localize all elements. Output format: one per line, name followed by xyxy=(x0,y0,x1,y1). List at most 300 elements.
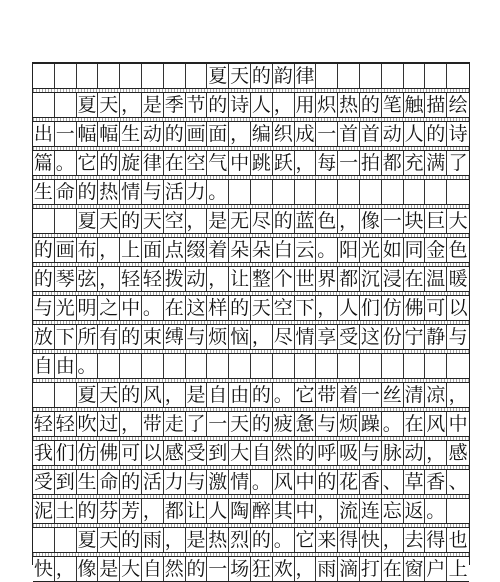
text-row xyxy=(33,440,469,466)
grid-cell: 朵 xyxy=(230,238,250,261)
grid-cell: 夏 xyxy=(77,383,97,406)
grid-cell: 。 xyxy=(426,499,446,522)
grid-cell: 返 xyxy=(404,499,424,522)
grid-cell: 命 xyxy=(55,180,75,203)
grid-cell: ， xyxy=(230,122,250,145)
grid-cell: 窗 xyxy=(404,557,424,580)
grid-cell: 的 xyxy=(121,209,141,232)
grid-cell xyxy=(382,64,404,88)
grid-cell: 光 xyxy=(360,238,380,261)
grid-cell: 的 xyxy=(77,499,97,522)
grid-cell: 中 xyxy=(230,151,250,174)
grid-cell: 的 xyxy=(121,470,141,493)
grid-cell: 界 xyxy=(317,267,337,290)
grid-cell: 笔 xyxy=(382,93,402,116)
grid-cell: 力 xyxy=(186,180,206,203)
grid-cell: 中 xyxy=(295,499,315,522)
text-row xyxy=(33,150,469,176)
grid-cell: 首 xyxy=(360,122,380,145)
grid-cell: 、 xyxy=(448,470,468,493)
grid-cell: 吹 xyxy=(77,412,97,435)
grid-cell xyxy=(295,354,317,378)
grid-cell: 人 xyxy=(404,122,424,145)
grid-cell: 快 xyxy=(33,557,53,580)
grid-cell: 大 xyxy=(121,557,141,580)
grid-cell: 力 xyxy=(164,470,184,493)
grid-cell: 满 xyxy=(426,151,446,174)
grid-cell: 带 xyxy=(142,412,162,435)
grid-cell: ， xyxy=(295,151,315,174)
grid-cell: 自 xyxy=(208,383,228,406)
grid-cell: 炽 xyxy=(317,93,337,116)
grid-cell xyxy=(164,354,186,378)
grid-cell: 。 xyxy=(273,528,293,551)
grid-cell: 醉 xyxy=(251,499,271,522)
text-row xyxy=(33,469,469,495)
grid-cell: 热 xyxy=(208,528,228,551)
grid-cell: 欢 xyxy=(273,557,293,580)
grid-cell: 拨 xyxy=(164,267,184,290)
grid-cell: 描 xyxy=(426,93,446,116)
grid-cell: 轻 xyxy=(33,412,53,435)
grid-cell: 天 xyxy=(230,64,250,87)
grid-cell: 面 xyxy=(208,122,228,145)
grid-cell: 烦 xyxy=(339,412,359,435)
manuscript-grid-paper xyxy=(32,62,470,580)
grid-cell: 与 xyxy=(33,296,53,319)
grid-cell: ， xyxy=(251,325,271,348)
grid-cell: 热 xyxy=(99,180,119,203)
grid-cell: 的 xyxy=(208,93,228,116)
grid-cell: 之 xyxy=(99,296,119,319)
grid-cell: 带 xyxy=(317,383,337,406)
grid-cell xyxy=(273,354,295,378)
grid-cell: ， xyxy=(164,383,184,406)
grid-cell: 季 xyxy=(164,93,184,116)
grid-cell: 受 xyxy=(339,325,359,348)
grid-cell: 然 xyxy=(273,441,293,464)
grid-cell: 自 xyxy=(142,557,162,580)
grid-cell: 是 xyxy=(208,209,228,232)
grid-cell: 情 xyxy=(295,325,315,348)
grid-cell: 香 xyxy=(360,470,380,493)
grid-cell xyxy=(251,354,273,378)
grid-cell xyxy=(447,499,469,523)
text-row xyxy=(33,556,469,582)
grid-cell: 。 xyxy=(317,238,337,261)
grid-cell: 、 xyxy=(382,470,402,493)
grid-cell: 阳 xyxy=(339,238,359,261)
grid-cell: 的 xyxy=(251,412,271,435)
grid-cell: 韵 xyxy=(273,64,293,87)
grid-cell: 命 xyxy=(99,470,119,493)
grid-cell xyxy=(425,180,447,204)
grid-cell: 跃 xyxy=(273,151,293,174)
grid-cell: 夏 xyxy=(77,528,97,551)
grid-cell: 烈 xyxy=(230,528,250,551)
grid-cell: 色 xyxy=(448,238,468,261)
grid-cell xyxy=(142,354,164,378)
grid-cell: 天 xyxy=(99,528,119,551)
grid-cell: 然 xyxy=(164,557,184,580)
grid-cell: 过 xyxy=(99,412,119,435)
grid-cell: 以 xyxy=(448,296,468,319)
grid-cell: 滴 xyxy=(339,557,359,580)
text-row xyxy=(33,498,469,524)
grid-cell: 有 xyxy=(99,325,119,348)
grid-cell: 布 xyxy=(77,238,97,261)
grid-cell: 下 xyxy=(55,325,75,348)
grid-cell: 份 xyxy=(382,325,402,348)
grid-cell: 缚 xyxy=(164,325,184,348)
grid-cell: 与 xyxy=(317,412,337,435)
grid-cell: 连 xyxy=(360,499,380,522)
text-row xyxy=(33,324,469,350)
grid-cell: 的 xyxy=(360,93,380,116)
grid-cell: 仿 xyxy=(382,296,402,319)
grid-cell: 。 xyxy=(251,470,271,493)
grid-cell xyxy=(382,354,404,378)
grid-cell: 着 xyxy=(339,383,359,406)
grid-cell: 流 xyxy=(339,499,359,522)
grid-cell: 出 xyxy=(33,122,53,145)
grid-cell: 下 xyxy=(295,296,315,319)
grid-cell: 是 xyxy=(186,528,206,551)
grid-cell: 夏 xyxy=(208,64,228,87)
grid-cell: 空 xyxy=(273,296,293,319)
grid-cell: 生 xyxy=(77,470,97,493)
grid-cell: 感 xyxy=(448,441,468,464)
grid-cell: 整 xyxy=(251,267,271,290)
grid-cell: 情 xyxy=(121,180,141,203)
grid-cell xyxy=(382,180,404,204)
grid-cell: 这 xyxy=(360,325,380,348)
grid-cell: 们 xyxy=(55,441,75,464)
grid-cell: 跳 xyxy=(251,151,271,174)
text-row xyxy=(33,121,469,147)
grid-cell: ， xyxy=(339,209,359,232)
grid-cell: 恼 xyxy=(230,325,250,348)
grid-cell xyxy=(316,354,338,378)
grid-cell: ， xyxy=(208,267,228,290)
grid-cell: 自 xyxy=(33,354,53,377)
grid-cell: 点 xyxy=(164,238,184,261)
grid-cell: ， xyxy=(55,557,75,580)
grid-cell: 活 xyxy=(142,470,162,493)
grid-cell: 是 xyxy=(186,383,206,406)
grid-cell: 面 xyxy=(142,238,162,261)
grid-cell: 走 xyxy=(164,412,184,435)
grid-cell xyxy=(404,354,426,378)
grid-cell: 一 xyxy=(208,412,228,435)
grid-cell: 夏 xyxy=(77,93,97,116)
grid-cell: 中 xyxy=(121,296,141,319)
grid-cell: ， xyxy=(164,528,184,551)
grid-cell: 幅 xyxy=(77,122,97,145)
grid-cell: 气 xyxy=(208,151,228,174)
grid-cell: 在 xyxy=(382,557,402,580)
text-row xyxy=(33,92,469,118)
grid-cell: 都 xyxy=(339,267,359,290)
grid-cell: 感 xyxy=(164,441,184,464)
grid-cell: 在 xyxy=(404,412,424,435)
grid-cell: 雨 xyxy=(142,528,162,551)
grid-cell: ， xyxy=(448,383,468,406)
grid-cell xyxy=(273,180,295,204)
grid-cell: 户 xyxy=(426,557,446,580)
grid-cell: 可 xyxy=(121,441,141,464)
grid-cell xyxy=(98,354,120,378)
grid-cell: 清 xyxy=(404,383,424,406)
grid-cell xyxy=(55,528,77,552)
grid-cell: 用 xyxy=(295,93,315,116)
grid-cell: 暖 xyxy=(448,267,468,290)
grid-cell: 佛 xyxy=(404,296,424,319)
grid-cell: 到 xyxy=(55,470,75,493)
grid-cell: 的 xyxy=(251,64,271,87)
grid-cell xyxy=(33,93,55,117)
grid-cell: 都 xyxy=(164,499,184,522)
grid-cell: 的 xyxy=(230,296,250,319)
grid-cell: 雨 xyxy=(317,557,337,580)
grid-cell: 上 xyxy=(121,238,141,261)
grid-cell xyxy=(120,64,142,88)
grid-cell: 情 xyxy=(230,470,250,493)
grid-cell: 让 xyxy=(186,499,206,522)
grid-cell: 惫 xyxy=(295,412,315,435)
grid-cell: 。 xyxy=(142,296,162,319)
grid-cell xyxy=(98,64,120,88)
grid-cell: 幅 xyxy=(99,122,119,145)
grid-cell: 激 xyxy=(208,470,228,493)
grid-cell: ， xyxy=(99,238,119,261)
grid-cell: ， xyxy=(382,528,402,551)
grid-cell xyxy=(142,64,164,88)
grid-cell xyxy=(229,354,251,378)
grid-cell xyxy=(33,209,55,233)
grid-cell: 可 xyxy=(426,296,446,319)
grid-cell: 律 xyxy=(142,151,162,174)
grid-cell: 快 xyxy=(360,528,380,551)
text-row xyxy=(33,353,469,379)
grid-cell: 中 xyxy=(295,470,315,493)
grid-cell: 草 xyxy=(404,470,424,493)
grid-cell: 。 xyxy=(77,354,97,377)
grid-cell: ， xyxy=(121,412,141,435)
grid-cell: 的 xyxy=(186,557,206,580)
grid-cell: 人 xyxy=(339,296,359,319)
grid-cell: 天 xyxy=(142,209,162,232)
grid-cell: 让 xyxy=(230,267,250,290)
grid-cell xyxy=(404,180,426,204)
grid-cell: 一 xyxy=(208,557,228,580)
grid-cell: 明 xyxy=(77,296,97,319)
grid-cell: 画 xyxy=(186,122,206,145)
grid-cell: 的 xyxy=(273,209,293,232)
grid-cell: 它 xyxy=(295,528,315,551)
grid-cell: 的 xyxy=(251,528,271,551)
grid-cell: 放 xyxy=(33,325,53,348)
grid-cell: 热 xyxy=(339,93,359,116)
grid-cell: 。 xyxy=(273,383,293,406)
grid-cell xyxy=(207,354,229,378)
grid-cell: 光 xyxy=(55,296,75,319)
grid-cell xyxy=(360,354,382,378)
grid-cell: 的 xyxy=(33,267,53,290)
grid-cell xyxy=(316,180,338,204)
grid-cell: 天 xyxy=(99,383,119,406)
grid-cell: 块 xyxy=(404,209,424,232)
text-row xyxy=(33,237,469,263)
grid-cell: 生 xyxy=(33,180,53,203)
grid-cell: 编 xyxy=(251,122,271,145)
grid-cell: 一 xyxy=(55,122,75,145)
grid-cell: 着 xyxy=(208,238,228,261)
grid-cell: ， xyxy=(142,499,162,522)
grid-cell: 。 xyxy=(208,180,228,203)
grid-cell: 天 xyxy=(99,209,119,232)
grid-cell: 织 xyxy=(273,122,293,145)
grid-cell: 首 xyxy=(339,122,359,145)
grid-cell: 成 xyxy=(295,122,315,145)
grid-cell: 像 xyxy=(360,209,380,232)
text-row xyxy=(33,208,469,234)
grid-cell: 天 xyxy=(251,296,271,319)
grid-cell: 受 xyxy=(33,470,53,493)
grid-cell xyxy=(404,64,426,88)
grid-cell: ， xyxy=(426,441,446,464)
grid-cell: 动 xyxy=(404,441,424,464)
grid-cell xyxy=(316,64,338,88)
grid-cell: 天 xyxy=(99,93,119,116)
grid-cell: 动 xyxy=(382,122,402,145)
grid-cell: 温 xyxy=(426,267,446,290)
grid-cell xyxy=(338,64,360,88)
grid-cell: 天 xyxy=(230,412,250,435)
grid-cell: 场 xyxy=(230,557,250,580)
grid-cell: 的 xyxy=(33,238,53,261)
grid-cell xyxy=(338,180,360,204)
grid-cell: 仿 xyxy=(77,441,97,464)
grid-cell: 沉 xyxy=(360,267,380,290)
grid-cell: 的 xyxy=(295,441,315,464)
grid-cell: 个 xyxy=(273,267,293,290)
grid-cell: 芳 xyxy=(121,499,141,522)
grid-cell: 的 xyxy=(317,470,337,493)
grid-cell: 静 xyxy=(426,325,446,348)
grid-cell xyxy=(360,64,382,88)
grid-cell: 世 xyxy=(295,267,315,290)
grid-cell xyxy=(251,180,273,204)
grid-cell: 人 xyxy=(208,499,228,522)
grid-cell xyxy=(425,64,447,88)
grid-cell: 上 xyxy=(448,557,468,580)
grid-cell xyxy=(120,354,142,378)
grid-cell: 一 xyxy=(382,209,402,232)
text-row xyxy=(33,527,469,553)
grid-cell xyxy=(33,383,55,407)
grid-cell: 呼 xyxy=(317,441,337,464)
text-row xyxy=(33,179,469,205)
grid-cell: 轻 xyxy=(142,267,162,290)
grid-cell: 得 xyxy=(339,528,359,551)
grid-cell: 如 xyxy=(382,238,402,261)
grid-cell: 在 xyxy=(164,151,184,174)
grid-cell: 与 xyxy=(360,441,380,464)
grid-cell: 空 xyxy=(186,151,206,174)
grid-cell: 绘 xyxy=(448,93,468,116)
grid-cell: 狂 xyxy=(251,557,271,580)
grid-cell: ， xyxy=(121,93,141,116)
grid-cell: 弦 xyxy=(77,267,97,290)
grid-cell: 了 xyxy=(448,151,468,174)
text-row xyxy=(33,266,469,292)
grid-cell: 画 xyxy=(55,238,75,261)
grid-cell: 其 xyxy=(273,499,293,522)
grid-cell: 我 xyxy=(33,441,53,464)
grid-cell: 蓝 xyxy=(295,209,315,232)
grid-cell xyxy=(447,354,469,378)
grid-cell: 丝 xyxy=(382,383,402,406)
grid-cell: 香 xyxy=(426,470,446,493)
grid-cell: 脉 xyxy=(382,441,402,464)
grid-cell: 们 xyxy=(360,296,380,319)
grid-cell: 诗 xyxy=(448,122,468,145)
grid-cell: 的 xyxy=(121,325,141,348)
grid-cell xyxy=(447,180,469,204)
grid-cell: 浸 xyxy=(382,267,402,290)
grid-cell: 自 xyxy=(251,441,271,464)
grid-cell: 大 xyxy=(230,441,250,464)
title-row xyxy=(33,63,469,89)
grid-cell: 风 xyxy=(273,470,293,493)
grid-cell: 与 xyxy=(186,470,206,493)
grid-cell: 享 xyxy=(317,325,337,348)
grid-cell xyxy=(164,64,186,88)
grid-cell: 节 xyxy=(186,93,206,116)
grid-cell: ， xyxy=(186,209,206,232)
grid-cell xyxy=(425,354,447,378)
grid-cell: 是 xyxy=(99,557,119,580)
grid-cell: 琴 xyxy=(55,267,75,290)
grid-cell: ， xyxy=(317,296,337,319)
grid-cell: 云 xyxy=(295,238,315,261)
grid-cell xyxy=(229,180,251,204)
grid-cell: 风 xyxy=(426,412,446,435)
grid-cell xyxy=(447,64,469,88)
grid-cell: 缀 xyxy=(186,238,206,261)
grid-cell: 诗 xyxy=(230,93,250,116)
grid-cell: 也 xyxy=(448,528,468,551)
grid-cell: 。 xyxy=(55,151,75,174)
text-row xyxy=(33,411,469,437)
grid-cell: 。 xyxy=(382,412,402,435)
grid-cell: 都 xyxy=(382,151,402,174)
grid-cell xyxy=(186,64,208,88)
grid-cell xyxy=(33,528,55,552)
grid-cell: 同 xyxy=(404,238,424,261)
grid-cell: 生 xyxy=(121,122,141,145)
grid-cell: 受 xyxy=(186,441,206,464)
grid-cell: 轻 xyxy=(121,267,141,290)
grid-cell xyxy=(55,209,77,233)
grid-cell: 它 xyxy=(77,151,97,174)
grid-cell: 疲 xyxy=(273,412,293,435)
grid-cell: 金 xyxy=(426,238,446,261)
grid-cell: 空 xyxy=(164,209,184,232)
grid-cell: 由 xyxy=(230,383,250,406)
grid-cell: 打 xyxy=(360,557,380,580)
